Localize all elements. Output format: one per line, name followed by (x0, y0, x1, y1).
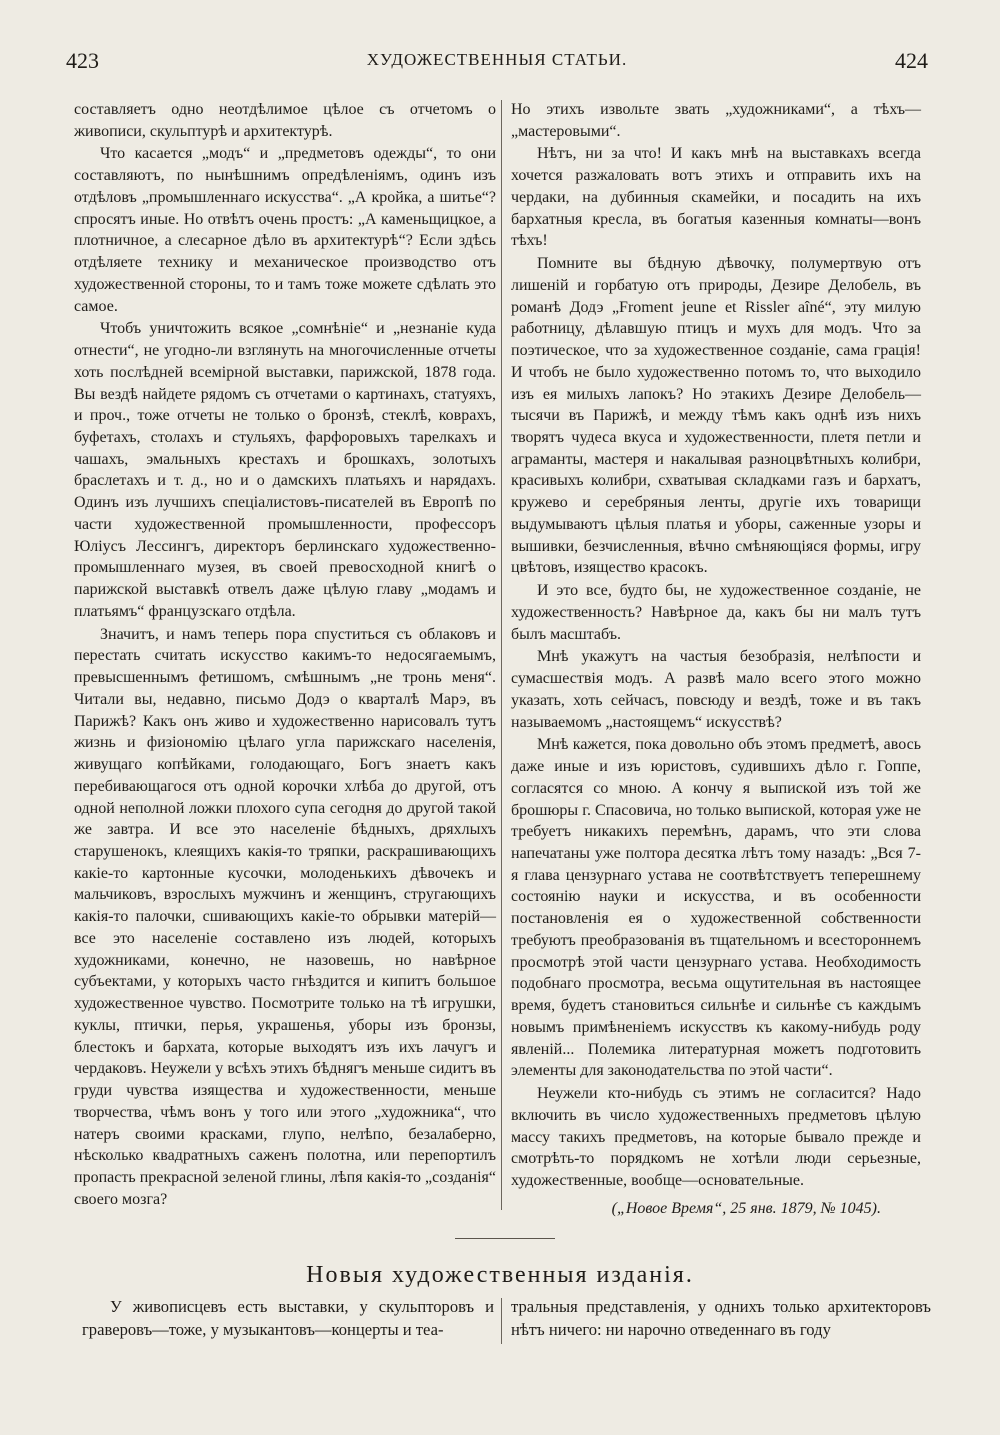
section-left-text (82, 1296, 494, 1341)
right-column (511, 99, 921, 1219)
section-title: Новыя художественныя изданія. (306, 1262, 694, 1288)
paragraph: Значитъ, и намъ теперь пора спуститься съ облаковъ и перестать считать искусство какимъ-то недосягаемымъ, превысшеннымъ фетишомъ, смѣшнымъ „не тронь меня“. Читали вы, недавно, письмо Додэ о кварталѣ Марэ, въ Парижѣ? Какъ онъ живо и художественно нарисовалъ тутъ жизнь и физіономію цѣлаго угла парижскаго населенія, живущаго копѣйками, голодающаго, Богъ знаетъ какъ перебивающагося отъ одной корочки хлѣба до другой, отъ одной неполной ложки плохого супа сегодня до другой такой же завтра. И все это населеніе бѣдныхъ, дряхлыхъ старушенокъ, клеящихъ какія-то тряпки, раскрашивающихъ какіе-то картонные кусочки, молоденькихъ дѣвочекъ и мальчиковъ, взрослыхъ мужчинъ и женщинъ, стругающихъ какія-то палочки, сшивающихъ какіе-то обрывки матерій—все это населеніе составлено изъ людей, которыхъ художниками, конечно, не назовешь, но навѣрное субъектами, у которыхъ часто гнѣздится и кипитъ большое художественное чувство. Посмотрите только на тѣ игрушки, куклы, птички, перья, украшенья, уборы изъ бронзы, блестокъ и бархата, которые выходятъ изъ ихъ лачугъ и чердаковъ. Неужели у всѣхъ этихъ бѣднягъ меньше сидитъ въ груди чувства изящества и художественности, меньше творчества, чѣмъ вонъ у того или этого „художника“, что натеръ своими красками, глупо, нелѣпо, безалаберно, нѣсколько квадратныхъ саженъ полотна, или перепортилъ пропасть прекрасной зеленой глины, лѣпя какія-то „созданія“ своего мозга? (74, 625, 496, 1208)
running-title: ХУДОЖЕСТВЕННЫЯ СТАТЬИ. (366, 50, 628, 69)
paragraph: составляетъ одно неотдѣлимое цѣлое съ отчетомъ о живописи, скульптурѣ и архитектурѣ. (74, 101, 496, 140)
paragraph: Но этихъ извольте звать „художниками“, а тѣхъ—„мастеровыми“. (511, 101, 921, 140)
paragraph: И это все, будто бы, не художественное созданіе, не художественность? Навѣрное да, какъ бы ни малъ тутъ былъ масштабъ. (511, 582, 921, 643)
column-divider (501, 100, 502, 1210)
paragraph: Мнѣ укажутъ на частыя безобразія, нелѣпости и сумасшествія модъ. А развѣ мало всего этого можно указать, хоть сейчасъ, повсюду и вездѣ, тоже и въ такъ называемомъ „настоящемъ“ искусствѣ? (511, 648, 921, 731)
section-rule (455, 1238, 555, 1239)
source-citation: („Новое Время“, 25 янв. 1879, № 1045). (611, 1199, 881, 1217)
page-number-right: 424 (895, 48, 928, 73)
left-column (74, 99, 496, 1210)
paragraph: Мнѣ кажется, пока довольно объ этомъ предметѣ, авось даже иные и изъ юристовъ, судившихъ дѣло г. Гоппе, согласятся со мною. А кончу я выпиской изъ той же брошюры г. Спасовича, но только выпиской, которая уже не требуетъ никакихъ перемѣнъ, дарамъ, что эти слова напечатаны уже полтора десятка лѣтъ тому назадъ: „Вся 7-я глава цензурнаго устава не соотвѣтствуетъ теперешнему состоянію науки и искусства, и въ особенности постановленія ея о художественной собственности требуютъ преобразованія въ тщательномъ и всестороннемъ просмотрѣ этой части цензурнаго устава. Необходимость подобнаго просмотра, весьма ощутительная въ настоящее время, будетъ становиться сильнѣе и сильнѣе съ каждымъ новымъ примѣненіемъ искусствъ къ какому-нибудь роду явленій... Полемика литературная можетъ подготовить элементы для законодательства по этой части“. (511, 736, 921, 1080)
paragraph: Чтобъ уничтожить всякое „сомнѣніе“ и „незнаніе куда отнести“, не угодно-ли взглянуть на многочисленные отчеты хоть послѣдней всемірной выставки, парижской, 1878 года. Вы вездѣ найдете рядомъ съ отчетами о картинахъ, статуяхъ, и проч., тоже отчеты не только о бронзѣ, стеклѣ, коврахъ, буфетахъ, столахъ и стульяхъ, фарфоровыхъ тарелкахъ и чашахъ, эмальныхъ крестахъ и брошкахъ, золотыхъ браслетахъ и т. д., но и о дамскихъ платьяхъ и нарядахъ. Одинъ изъ лучшихъ спеціалистовъ-писателей въ Европѣ по части художественной промышленности, профессоръ Юліусъ Лессингъ, директоръ берлинскаго художественно-промышленнаго музея, въ своей превосходной книгѣ о парижской выставкѣ отвелъ даже цѣлую главу „модамъ и платьямъ“ французскаго отдѣла. (74, 320, 496, 620)
paragraph: У живописцевъ есть выставки, у скульпторовъ и граверовъ—тоже, у музыкантовъ—концерты и теа- (82, 1297, 494, 1339)
paragraph: Нѣтъ, ни за что! И какъ мнѣ на выставкахъ всегда хочется разжаловать вотъ этихъ и отправить ихъ на чердаки, на дубинныя скамейки, и посадить на ихъ бархатныя кресла, въ богатыя казенныя комнаты—вонъ тѣхъ! (511, 145, 921, 250)
paragraph: Помните вы бѣдную дѣвочку, полумертвую отъ лишеній и горбатую отъ природы, Дезире Делобель, въ романѣ Додэ „Froment jeune et Rissler aîné“, эту милую работницу, дѣлавшую птицъ и мухъ для модъ. Что за поэтическое, что за художественное созданіе, сама грація! И чтобъ не было художественно потомъ то, что выходило изъ ея милыхъ лапокъ? Но этакихъ Дезире Делобель—тысячи въ Парижѣ, и между тѣмъ какъ однѣ изъ нихъ творятъ чудеса вкуса и художественности, плетя петли и аграманты, мастеря и накалывая разноцвѣтныхъ колибри, красивыхъ колибри, схватывая складками газъ и бархатъ, кружево и серебряныя ленты, другіе ихъ товарищи выдумываютъ цѣлыя платья и уборы, саженные узоры и вышивки, безчисленныя, вѣчно смѣняющіяся формы, игру цвѣтовъ, изящество красокъ. (511, 255, 921, 577)
page-number-left: 423 (66, 48, 99, 73)
section-right-text (511, 1296, 931, 1341)
paragraph: Что касается „модъ“ и „предметовъ одежды“, то они составляютъ, по нынѣшнимъ опредѣленіямъ, одинъ изъ отдѣловъ „промышленнаго искусства“. „А кройка, а шитье“? спросятъ иные. Но отвѣтъ очень простъ: „А каменьщицкое, а плотничное, а слесарное дѣло въ архитектурѣ“? Если здѣсь отдѣляете технику и механическое производство отъ художественной стороны, то и тамъ тоже можете сдѣлать это самое. (74, 145, 496, 315)
paragraph: Неужели кто-нибудь съ этимъ не согласится? Надо включить въ число художественныхъ предметовъ цѣлую массу такихъ предметовъ, на которые бывало прежде и смотрѣть-то порядкомъ не хотѣли люди серьезные, художественные, вообще—основательные. (511, 1085, 921, 1189)
page-header (66, 44, 928, 78)
paragraph: тральныя представленія, у однихъ только архитекторовъ нѣтъ ничего: ни нарочно отведеннаго въ году (511, 1297, 931, 1339)
section-column-divider (501, 1298, 502, 1344)
